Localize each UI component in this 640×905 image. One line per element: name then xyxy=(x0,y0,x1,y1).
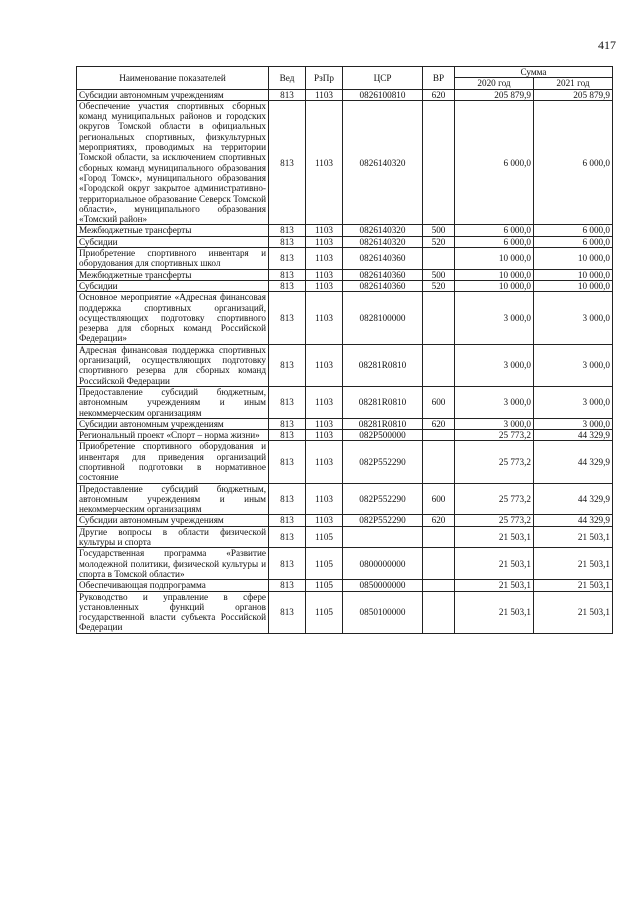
cell-name: Субсидии xyxy=(77,280,269,291)
cell-2020: 10 000,0 xyxy=(455,280,534,291)
cell-csr: 08281R0810 xyxy=(343,344,423,386)
cell-ved: 813 xyxy=(269,386,306,418)
cell-rzpr: 1103 xyxy=(306,292,343,344)
cell-rzpr: 1103 xyxy=(306,344,343,386)
cell-vr xyxy=(423,591,455,633)
cell-name: Субсидии автономным учреждениям xyxy=(77,515,269,526)
cell-csr: 0826100810 xyxy=(343,89,423,100)
cell-rzpr: 1105 xyxy=(306,548,343,580)
header-csr: ЦСР xyxy=(343,67,423,90)
cell-vr: 500 xyxy=(423,225,455,236)
cell-csr: 08281R0810 xyxy=(343,386,423,418)
cell-vr xyxy=(423,430,455,441)
cell-2021: 10 000,0 xyxy=(534,269,613,280)
cell-2020: 21 503,1 xyxy=(455,591,534,633)
cell-2021: 3 000,0 xyxy=(534,386,613,418)
cell-name: Субсидии xyxy=(77,236,269,247)
cell-2021: 3 000,0 xyxy=(534,344,613,386)
cell-2021: 3 000,0 xyxy=(534,418,613,429)
table-row xyxy=(77,100,613,225)
cell-ved: 813 xyxy=(269,526,306,548)
cell-ved: 813 xyxy=(269,441,306,483)
cell-vr: 620 xyxy=(423,515,455,526)
header-name: Наименование показателей xyxy=(77,67,269,90)
header-vr: ВР xyxy=(423,67,455,90)
cell-csr: 0850100000 xyxy=(343,591,423,633)
cell-2020: 25 773,2 xyxy=(455,515,534,526)
cell-vr xyxy=(423,548,455,580)
cell-rzpr: 1103 xyxy=(306,280,343,291)
cell-2020: 3 000,0 xyxy=(455,292,534,344)
cell-2021: 21 503,1 xyxy=(534,580,613,591)
cell-2021: 44 329,9 xyxy=(534,515,613,526)
header-rzpr: РзПр xyxy=(306,67,343,90)
cell-csr: 0800000000 xyxy=(343,548,423,580)
cell-2020: 10 000,0 xyxy=(455,269,534,280)
cell-ved: 813 xyxy=(269,292,306,344)
table-row xyxy=(77,248,613,270)
table-row xyxy=(77,483,613,515)
cell-rzpr: 1103 xyxy=(306,515,343,526)
cell-csr: 0826140320 xyxy=(343,236,423,247)
budget-table xyxy=(76,66,613,634)
table-row xyxy=(77,280,613,291)
cell-2020: 25 773,2 xyxy=(455,483,534,515)
table-row xyxy=(77,236,613,247)
cell-rzpr: 1103 xyxy=(306,483,343,515)
cell-ved: 813 xyxy=(269,430,306,441)
cell-ved: 813 xyxy=(269,269,306,280)
cell-rzpr: 1103 xyxy=(306,236,343,247)
header-ved: Вед xyxy=(269,67,306,90)
cell-csr: 0826140320 xyxy=(343,100,423,225)
cell-csr: 0828100000 xyxy=(343,292,423,344)
table-row xyxy=(77,526,613,548)
table-row xyxy=(77,591,613,633)
cell-csr: 082P552290 xyxy=(343,515,423,526)
cell-ved: 813 xyxy=(269,483,306,515)
cell-csr: 082P500000 xyxy=(343,430,423,441)
cell-2020: 3 000,0 xyxy=(455,344,534,386)
cell-csr: 0826140360 xyxy=(343,269,423,280)
cell-rzpr: 1103 xyxy=(306,430,343,441)
cell-rzpr: 1103 xyxy=(306,89,343,100)
cell-vr: 520 xyxy=(423,280,455,291)
cell-2021: 44 329,9 xyxy=(534,430,613,441)
table-body xyxy=(77,89,613,633)
cell-csr: 082P552290 xyxy=(343,441,423,483)
cell-vr xyxy=(423,248,455,270)
cell-2021: 205 879,9 xyxy=(534,89,613,100)
cell-2020: 21 503,1 xyxy=(455,526,534,548)
cell-name: Обеспечение участия спортивных сборных команд муниципальных районов и городских округов Томской области в официальных региональных спортивных, физкультурных мероприятиях, проводимых на территории Томской области, за исключением спортивных сборных команд муниципального образования «Город Томск», муниципального образования «Городской округ закрытое административно-территориальное образование Северск Томской области», муниципального образования «Томский район» xyxy=(77,100,269,225)
header-sum: Сумма xyxy=(455,67,613,78)
cell-ved: 813 xyxy=(269,100,306,225)
cell-name: Приобретение спортивного инвентаря и оборудования для спортивных школ xyxy=(77,248,269,270)
cell-vr xyxy=(423,441,455,483)
cell-ved: 813 xyxy=(269,418,306,429)
cell-name: Субсидии автономным учреждениям xyxy=(77,89,269,100)
cell-vr xyxy=(423,292,455,344)
cell-2021: 44 329,9 xyxy=(534,483,613,515)
cell-ved: 813 xyxy=(269,515,306,526)
cell-ved: 813 xyxy=(269,548,306,580)
cell-2020: 3 000,0 xyxy=(455,418,534,429)
cell-2020: 10 000,0 xyxy=(455,248,534,270)
cell-rzpr: 1103 xyxy=(306,225,343,236)
cell-rzpr: 1103 xyxy=(306,248,343,270)
table-row xyxy=(77,548,613,580)
cell-name: Адресная финансовая поддержка спортивных организаций, осуществляющих подготовку спортивного резерва для сборных команд Российской Федерации xyxy=(77,344,269,386)
cell-csr: 0826140360 xyxy=(343,248,423,270)
cell-2021: 3 000,0 xyxy=(534,292,613,344)
cell-ved: 813 xyxy=(269,280,306,291)
cell-2020: 6 000,0 xyxy=(455,225,534,236)
cell-ved: 813 xyxy=(269,225,306,236)
table-row xyxy=(77,441,613,483)
cell-name: Обеспечивающая подпрограмма xyxy=(77,580,269,591)
table-row xyxy=(77,580,613,591)
cell-2021: 6 000,0 xyxy=(534,225,613,236)
cell-rzpr: 1103 xyxy=(306,441,343,483)
cell-vr: 620 xyxy=(423,89,455,100)
table-row xyxy=(77,430,613,441)
cell-2021: 10 000,0 xyxy=(534,280,613,291)
cell-2021: 21 503,1 xyxy=(534,526,613,548)
cell-name: Субсидии автономным учреждениям xyxy=(77,418,269,429)
cell-vr xyxy=(423,526,455,548)
cell-rzpr: 1103 xyxy=(306,269,343,280)
cell-csr: 0826140360 xyxy=(343,280,423,291)
table-row xyxy=(77,515,613,526)
cell-vr: 620 xyxy=(423,418,455,429)
cell-vr: 600 xyxy=(423,386,455,418)
cell-vr xyxy=(423,344,455,386)
cell-ved: 813 xyxy=(269,344,306,386)
cell-name: Приобретение спортивного оборудования и инвентаря для приведения организаций спортивной подготовки в нормативное состояние xyxy=(77,441,269,483)
cell-rzpr: 1103 xyxy=(306,100,343,225)
cell-2021: 44 329,9 xyxy=(534,441,613,483)
cell-ved: 813 xyxy=(269,591,306,633)
cell-vr: 600 xyxy=(423,483,455,515)
cell-csr: 0826140320 xyxy=(343,225,423,236)
cell-2020: 25 773,2 xyxy=(455,441,534,483)
table-row xyxy=(77,418,613,429)
cell-2021: 10 000,0 xyxy=(534,248,613,270)
cell-name: Межбюджетные трансферты xyxy=(77,225,269,236)
cell-ved: 813 xyxy=(269,89,306,100)
cell-name: Основное мероприятие «Адресная финансовая поддержка спортивных организаций, осуществляющих подготовку спортивного резерва для сборных команд Российской Федерации» xyxy=(77,292,269,344)
cell-rzpr: 1103 xyxy=(306,386,343,418)
table-row xyxy=(77,292,613,344)
header-year-2021: 2021 год xyxy=(534,78,613,89)
table-row xyxy=(77,344,613,386)
cell-vr: 520 xyxy=(423,236,455,247)
cell-name: Другие вопросы в области физической культуры и спорта xyxy=(77,526,269,548)
cell-csr: 0850000000 xyxy=(343,580,423,591)
page-number: 417 xyxy=(598,38,616,52)
cell-2021: 21 503,1 xyxy=(534,591,613,633)
cell-ved: 813 xyxy=(269,580,306,591)
cell-2021: 6 000,0 xyxy=(534,236,613,247)
cell-ved: 813 xyxy=(269,248,306,270)
cell-2020: 205 879,9 xyxy=(455,89,534,100)
cell-2020: 3 000,0 xyxy=(455,386,534,418)
cell-csr xyxy=(343,526,423,548)
cell-2020: 21 503,1 xyxy=(455,580,534,591)
cell-name: Предоставление субсидий бюджетным, автономным учреждениям и иным некоммерческим организациям xyxy=(77,483,269,515)
cell-name: Руководство и управление в сфере установленных функций органов государственной власти субъекта Российской Федерации xyxy=(77,591,269,633)
cell-ved: 813 xyxy=(269,236,306,247)
cell-csr: 082P552290 xyxy=(343,483,423,515)
cell-csr: 08281R0810 xyxy=(343,418,423,429)
cell-2021: 6 000,0 xyxy=(534,100,613,225)
header-year-2020: 2020 год xyxy=(455,78,534,89)
cell-2020: 21 503,1 xyxy=(455,548,534,580)
table-row xyxy=(77,225,613,236)
cell-rzpr: 1105 xyxy=(306,526,343,548)
cell-name: Региональный проект «Спорт – норма жизни» xyxy=(77,430,269,441)
cell-name: Предоставление субсидий бюджетным, автономным учреждениям и иным некоммерческим организациям xyxy=(77,386,269,418)
cell-rzpr: 1105 xyxy=(306,591,343,633)
cell-2020: 6 000,0 xyxy=(455,236,534,247)
cell-vr: 500 xyxy=(423,269,455,280)
table-row xyxy=(77,269,613,280)
cell-name: Государственная программа «Развитие молодежной политики, физической культуры и спорта в Томской области» xyxy=(77,548,269,580)
cell-rzpr: 1105 xyxy=(306,580,343,591)
cell-2020: 6 000,0 xyxy=(455,100,534,225)
cell-2021: 21 503,1 xyxy=(534,548,613,580)
cell-vr xyxy=(423,100,455,225)
cell-rzpr: 1103 xyxy=(306,418,343,429)
table-row xyxy=(77,89,613,100)
cell-vr xyxy=(423,580,455,591)
cell-name: Межбюджетные трансферты xyxy=(77,269,269,280)
cell-2020: 25 773,2 xyxy=(455,430,534,441)
table-row xyxy=(77,386,613,418)
